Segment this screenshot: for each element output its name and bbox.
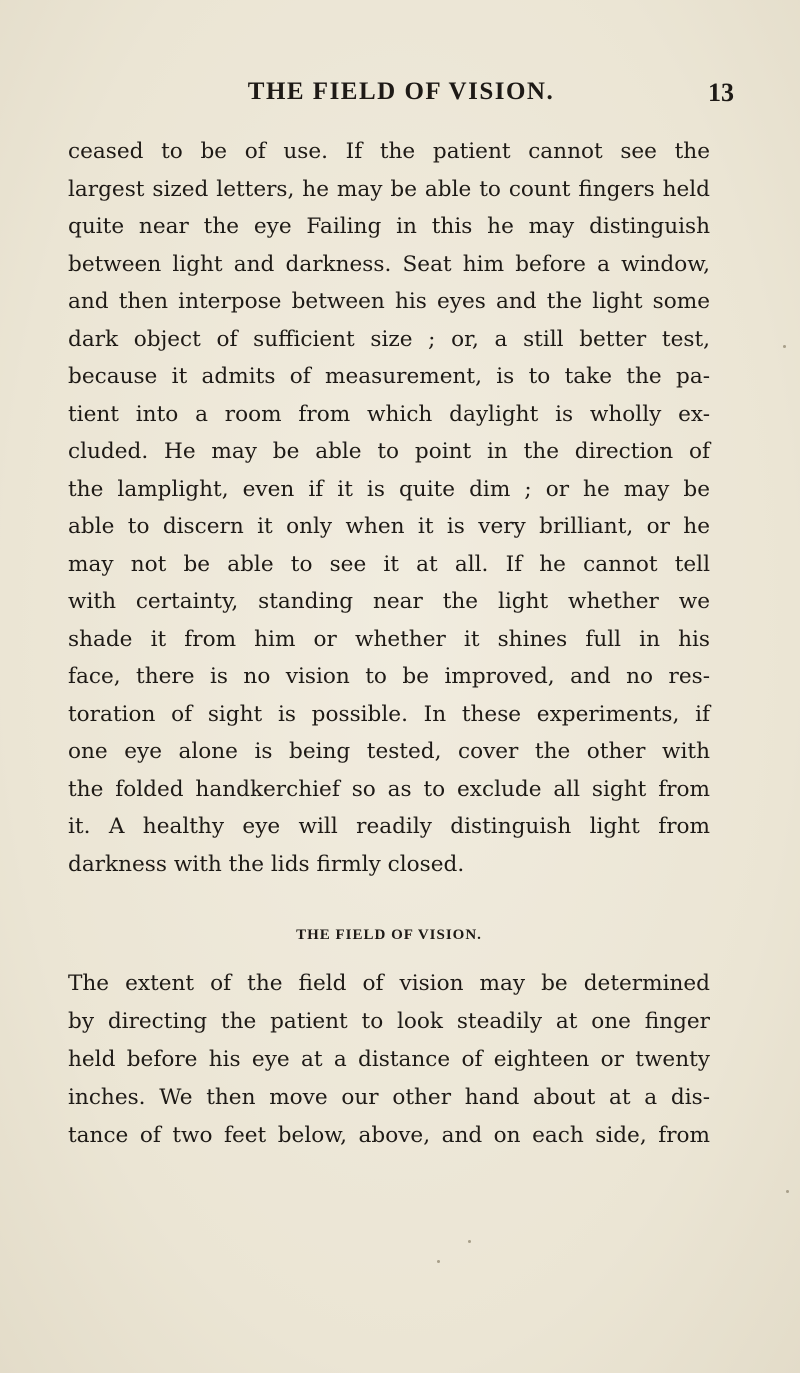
text-line: quite near the eye Failing in this he may distinguish (68, 214, 710, 239)
text-line: it. A healthy eye will readily distinguish light from (68, 814, 710, 839)
text-line: toration of sight is possible. In these experiments, if (68, 701, 710, 727)
page-number: 13 (708, 78, 734, 107)
text-line: the folded handkerchief so as to exclude all sight from (68, 776, 710, 802)
text-line: dark object of sufficient size ; or, a still better test, (68, 326, 710, 352)
paper-speck (468, 1240, 471, 1243)
paper-speck (786, 1190, 789, 1193)
running-title: THE FIELD OF VISION. (247, 78, 555, 105)
text-line: inches. We then move our other hand about at a dis- (68, 1085, 710, 1110)
text-line: one eye alone is being tested, cover the other with (68, 739, 710, 764)
paragraph-2 (68, 965, 710, 1155)
text-line: largest sized letters, he may be able to count fingers held (68, 176, 710, 202)
paper-speck (783, 345, 786, 348)
section-heading: THE FIELD OF VISION. (296, 927, 482, 943)
paper-speck (437, 1260, 440, 1263)
text-line: face, there is no vision to be improved, and no res- (68, 664, 710, 689)
text-line: between light and darkness. Seat him before a window, (68, 251, 710, 277)
text-line: darkness with the lids firmly closed. (68, 851, 465, 877)
text-line: ceased to be of use. If the patient cannot see the (68, 139, 710, 164)
running-head (68, 78, 734, 114)
text-line: shade it from him or whether it shines full in his (68, 626, 710, 652)
text-line: tient into a room from which daylight is wholly ex- (68, 401, 710, 427)
text-line: may not be able to see it at all. If he cannot tell (68, 551, 710, 577)
text-line: the lamplight, even if it is quite dim ; or he may be (68, 476, 710, 502)
paragraph-1 (68, 133, 710, 883)
text-line: cluded. He may be able to point in the direction of (68, 439, 710, 464)
text-line: The extent of the field of vision may be determined (68, 971, 710, 996)
text-line: by directing the patient to look steadily at one finger (68, 1009, 710, 1034)
text-line: held before his eye at a distance of eighteen or twenty (68, 1047, 710, 1072)
text-line: with certainty, standing near the light whether we (68, 589, 710, 614)
text-line: able to discern it only when it is very brilliant, or he (68, 514, 710, 539)
text-line: tance of two feet below, above, and on each side, from (68, 1123, 710, 1148)
text-line: because it admits of measurement, is to take the pa- (68, 364, 710, 389)
text-line: and then interpose between his eyes and the light some (68, 289, 710, 314)
